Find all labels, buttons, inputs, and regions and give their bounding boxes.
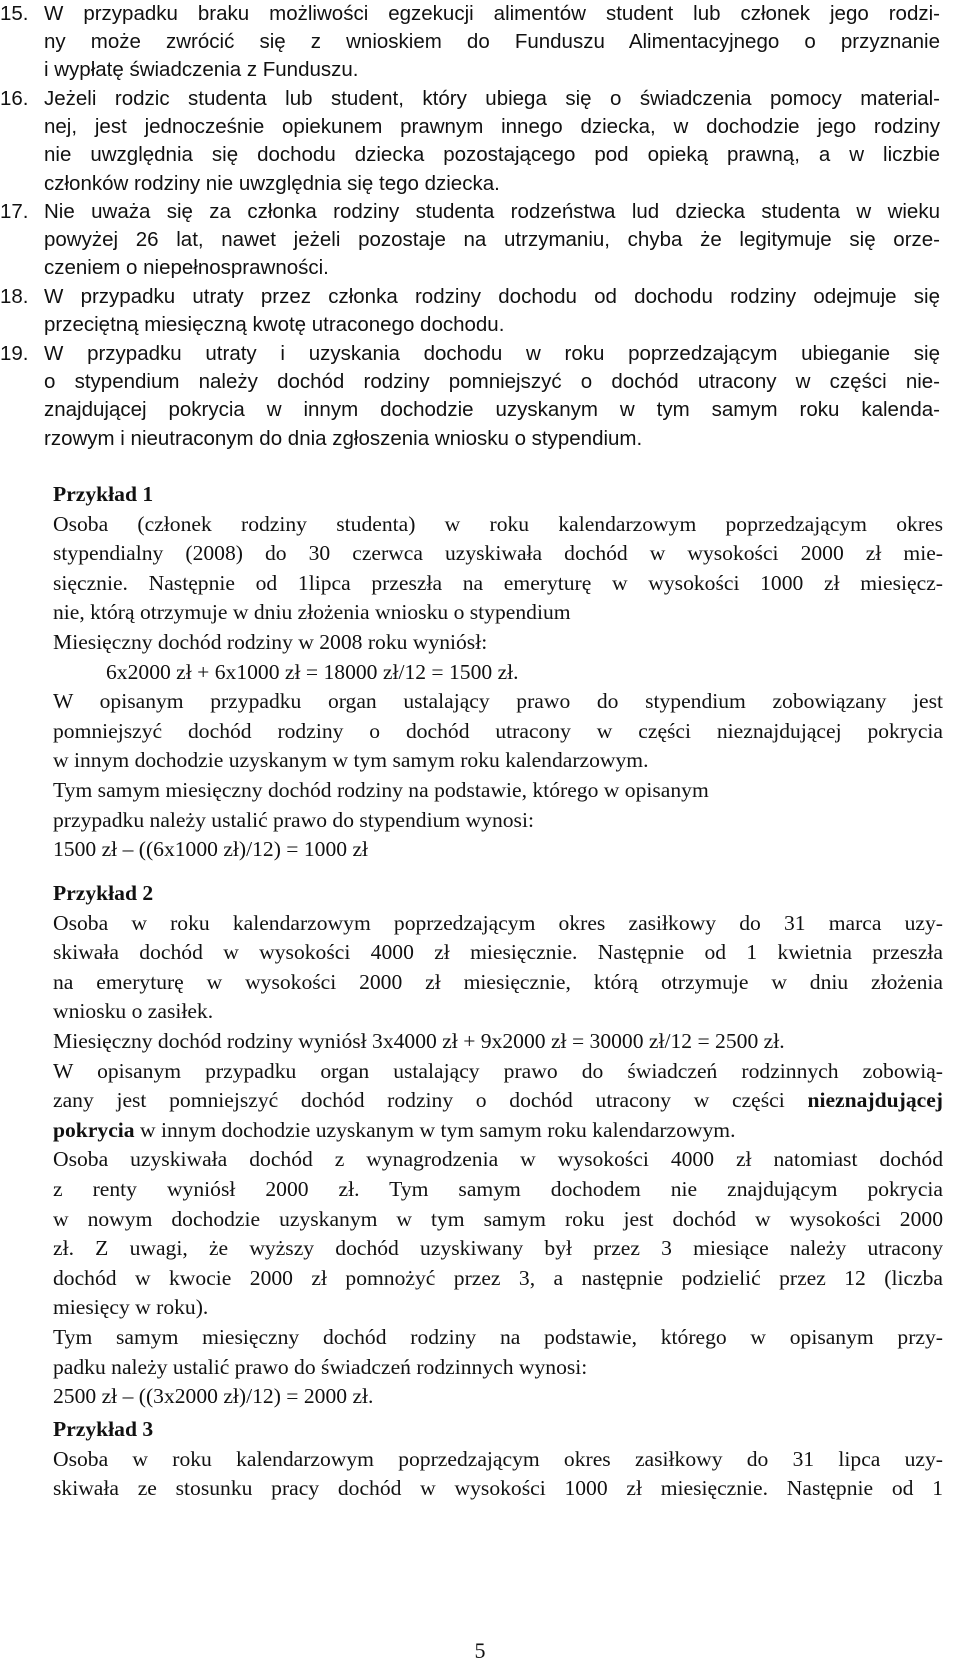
text-line: W przypadku utraty przez członka rodziny dochodu od dochodu rodziny odejmuje się (44, 285, 940, 308)
text-line: o stypendium należy dochód rodziny pomniejszyć o dochód utracony w części nie- (44, 370, 940, 394)
text-line: Osoba (członek rodziny studenta) w roku kalendarzowym poprzedzającym okres (53, 511, 943, 536)
text-line: W przypadku braku możliwości egzekucji alimentów student lub członek jego rodzi- (44, 2, 940, 25)
text-line: W opisanym przypadku organ ustalający prawo do świadczeń rodzinnych zobowią- (53, 1058, 943, 1083)
text-line: miesięcy w roku). (53, 1295, 209, 1320)
formula-line: 2500 zł – ((3x2000 zł)/12) = 2000 zł. (53, 1384, 374, 1409)
formula-line: 6x2000 zł + 6x1000 zł = 18000 zł/12 = 1500 zł. (106, 659, 519, 684)
text-line: Tym samym miesięczny dochód rodziny na podstawie, którego w opisanym (53, 777, 709, 802)
text-line: Miesięczny dochód rodziny wyniósł 3x4000 zł + 9x2000 zł = 30000 zł/12 = 2500 zł. (53, 1028, 785, 1053)
text-line: czeniem o niepełnosprawności. (44, 256, 329, 280)
text-line: w nowym dochodzie uzyskanym w tym samym roku jest dochód w wysokości 2000 (53, 1206, 943, 1231)
text-line: Miesięczny dochód rodziny w 2008 roku wyniósł: (53, 629, 488, 654)
example-3 (53, 1415, 943, 1504)
text-line: pomniejszyć dochód rodziny o dochód utracony w części nieznajdującej pokrycia (53, 718, 943, 743)
text-line: w innym dochodzie uzyskanym w tym samym roku kalendarzowym. (53, 748, 649, 773)
text-line: powyżej 26 lat, nawet jeżeli pozostaje na utrzymaniu, chyba że legitymuje się orze- (44, 228, 940, 252)
list-item-16 (0, 85, 940, 198)
page-number: 5 (474, 1638, 486, 1663)
text-line: skiwała dochód w wysokości 4000 zł miesięcznie. Następnie od 1 kwietnia przeszła (53, 940, 943, 965)
text-line: padku należy ustalić prawo do świadczeń rodzinnych wynosi: (53, 1354, 588, 1379)
list-item-15 (0, 0, 940, 85)
formula-line: 1500 zł – ((6x1000 zł)/12) = 1000 zł (53, 837, 369, 862)
item-number: 17. (0, 200, 29, 223)
list-item-17 (0, 198, 940, 283)
text-segment: zany jest pomniejszyć dochód rodziny o dochód utracony w części (53, 1088, 785, 1113)
text-line: nie, którą otrzymuje w dniu złożenia wniosku o stypendium (53, 600, 571, 625)
text-line: przypadku należy ustalić prawo do stypendium wynosi: (53, 807, 534, 832)
text-line: rzowym i nieutraconym do dnia zgłoszenia wniosku o stypendium. (44, 426, 643, 450)
example-heading: Przykład 2 (53, 881, 154, 905)
text-line: W przypadku utraty i uzyskania dochodu w roku poprzedzającym ubieganie się (44, 342, 940, 365)
text-line: Osoba uzyskiwała dochód z wynagrodzenia w wysokości 4000 zł natomiast dochód (53, 1147, 943, 1172)
text-line: sięcznie. Następnie od 1lipca przeszła na emeryturę w wysokości 1000 zł miesięcz- (53, 570, 943, 595)
text-line: ny może zwrócić się z wnioskiem do Funduszu Alimentacyjnego o przyznanie (44, 30, 940, 54)
text-line: Osoba w roku kalendarzowym poprzedzającym okres zasiłkowy do 31 lipca uzy- (53, 1446, 943, 1471)
text-line: zł. Z uwagi, że wyższy dochód uzyskiwany był przez 3 miesiące należy utracony (53, 1236, 943, 1261)
text-line: przeciętną miesięczną kwotę utraconego dochodu. (44, 313, 505, 337)
text-line: Nie uważa się za członka rodziny studenta rodzeństwa lud dziecka studenta w wieku (44, 200, 940, 223)
item-number: 19. (0, 342, 29, 365)
text-line: wniosku o zasiłek. (53, 999, 214, 1024)
text-line: i wypłatę świadczenia z Funduszu. (44, 58, 359, 82)
example-2 (53, 879, 943, 1412)
text-line: W opisanym przypadku organ ustalający prawo do stypendium zobowiązany jest (53, 689, 943, 714)
text-line: członków rodziny nie uwzględnia się tego dziecka. (44, 171, 500, 195)
text-line: stypendialny (2008) do 30 czerwca uzyskiwała dochód w wysokości 2000 zł mie- (53, 541, 943, 566)
example-heading: Przykład 3 (53, 1417, 154, 1441)
example-1 (53, 480, 943, 865)
text-line: Jeżeli rodzic studenta lub student, który ubiega się o świadczenia pomocy material- (44, 87, 940, 110)
emphasized-text: nieznajdującej (807, 1088, 943, 1113)
text-line: znajdującej pokrycia w innym dochodzie uzyskanym w tym samym roku kalenda- (44, 398, 940, 422)
item-number: 15. (0, 2, 29, 25)
text-line: skiwała ze stosunku pracy dochód w wysokości 1000 zł miesięcznie. Następnie od 1 (53, 1476, 943, 1501)
example-heading: Przykład 1 (53, 482, 154, 506)
text-line (53, 1116, 943, 1146)
text-line: nie uwzględnia się dochodu dziecka pozostającego pod opieką prawną, a w liczbie (44, 143, 940, 167)
list-item-18 (0, 283, 940, 339)
text-line: nej, jest jednocześnie opiekunem prawnym innego dziecka, w dochodzie jego rodziny (44, 115, 940, 139)
text-line: Tym samym miesięczny dochód rodziny na podstawie, którego w opisanym przy- (53, 1324, 943, 1349)
text-line: na emeryturę w wysokości 2000 zł miesięcznie, którą otrzymuje w dniu złożenia (53, 969, 943, 994)
text-line (53, 1086, 943, 1116)
item-number: 18. (0, 285, 29, 308)
text-line: Osoba w roku kalendarzowym poprzedzającym okres zasiłkowy do 31 marca uzy- (53, 910, 943, 935)
text-line: z renty wyniósł 2000 zł. Tym samym dochodem nie znajdującym pokrycia (53, 1176, 943, 1201)
item-number: 16. (0, 87, 29, 110)
text-segment: w innym dochodzie uzyskanym w tym samym roku kalendarzowym. (139, 1117, 736, 1142)
emphasized-text: pokrycia (53, 1117, 135, 1142)
text-line: dochód w kwocie 2000 zł pomnożyć przez 3, a następnie podzielić przez 12 (liczba (53, 1265, 943, 1290)
list-item-19 (0, 340, 940, 453)
